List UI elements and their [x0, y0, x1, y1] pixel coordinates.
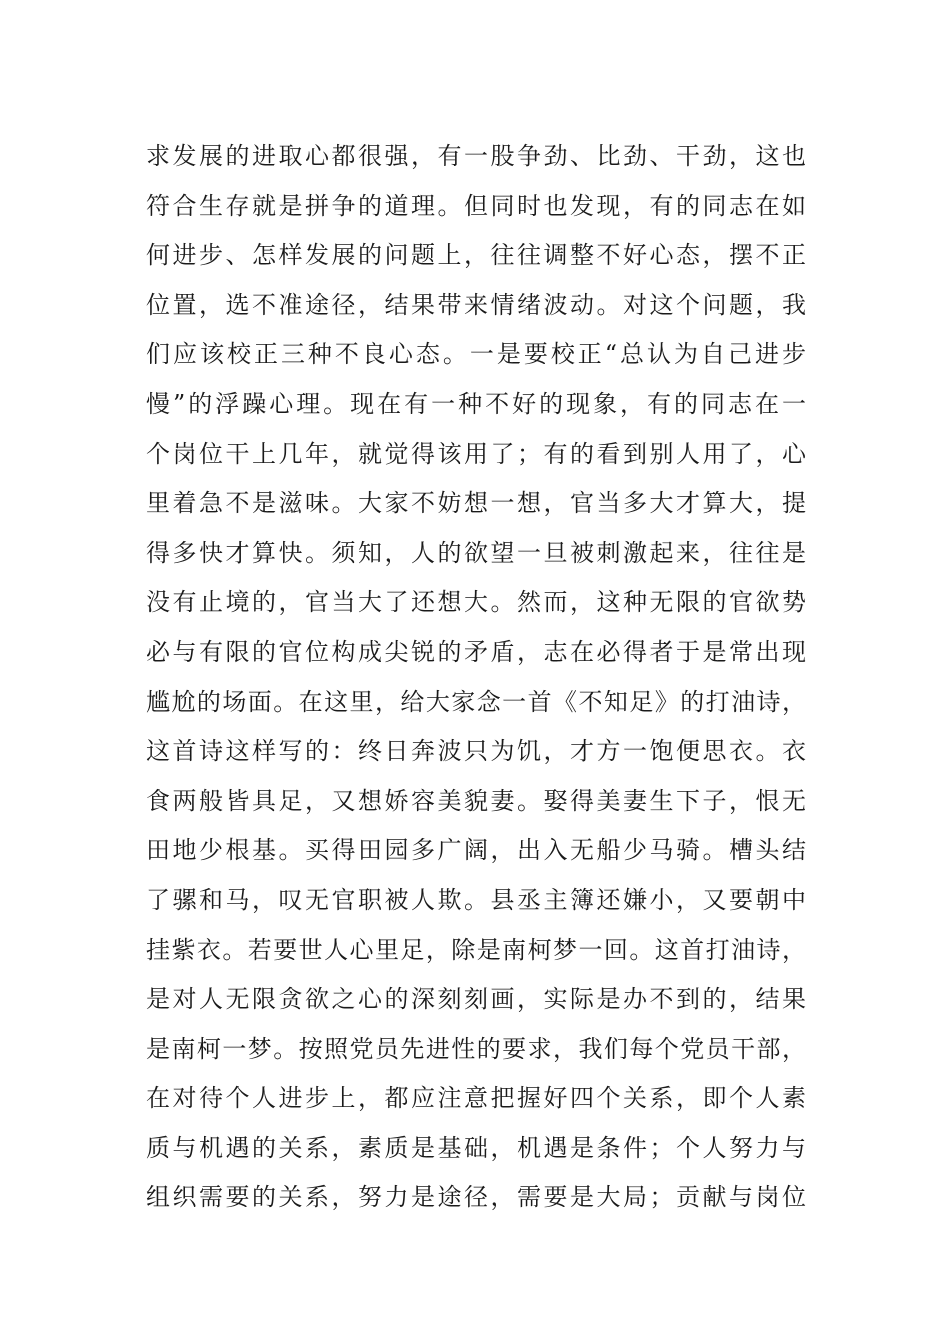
text-line: 必与有限的官位构成尖锐的矛盾，志在必得者于是常出现 [146, 637, 806, 666]
text-line: 在对待个人进步上，都应注意把握好四个关系，即个人素 [146, 1084, 806, 1113]
text-line: 符合生存就是拼争的道理。但同时也发现，有的同志在如 [146, 191, 806, 220]
text-line: 是南柯一梦。按照党员先进性的要求，我们每个党员干部， [146, 1034, 806, 1063]
text-line: 是对人无限贪欲之心的深刻刻画，实际是办不到的，结果 [146, 985, 806, 1014]
text-line: 里着急不是滋味。大家不妨想一想，官当多大才算大，提 [146, 489, 806, 518]
text-line: 食两般皆具足，又想娇容美貌妻。娶得美妻生下子，恨无 [146, 786, 806, 815]
text-line: 慢”的浮躁心理。现在有一种不好的现象，有的同志在一 [146, 389, 806, 418]
text-line: 质与机遇的关系，素质是基础，机遇是条件；个人努力与 [146, 1133, 806, 1162]
text-line: 得多快才算快。须知，人的欲望一旦被刺激起来，往往是 [146, 538, 806, 567]
text-line: 组织需要的关系，努力是途径，需要是大局；贡献与岗位 [146, 1183, 806, 1212]
text-line: 何进步、怎样发展的问题上，往往调整不好心态，摆不正 [146, 241, 806, 270]
body-paragraph [146, 132, 806, 1223]
text-line: 没有止境的，官当大了还想大。然而，这种无限的官欲势 [146, 588, 806, 617]
text-line: 求发展的进取心都很强，有一股争劲、比劲、干劲，这也 [146, 142, 806, 170]
text-line: 了骡和马，叹无官职被人欺。县丞主簿还嫌小，又要朝中 [146, 885, 806, 914]
text-line: 尴尬的场面。在这里，给大家念一首《不知足》的打油诗， [146, 687, 806, 716]
text-line: 挂紫衣。若要世人心里足，除是南柯梦一回。这首打油诗， [146, 935, 806, 964]
text-line: 田地少根基。买得田园多广阔，出入无船少马骑。槽头结 [146, 836, 806, 865]
text-line: 们应该校正三种不良心态。一是要校正“总认为自己进步 [146, 340, 806, 369]
text-line: 个岗位干上几年，就觉得该用了；有的看到别人用了，心 [146, 439, 806, 468]
text-line: 这首诗这样写的：终日奔波只为饥，才方一饱便思衣。衣 [146, 737, 806, 766]
text-line: 位置，选不准途径，结果带来情绪波动。对这个问题，我 [146, 290, 806, 319]
